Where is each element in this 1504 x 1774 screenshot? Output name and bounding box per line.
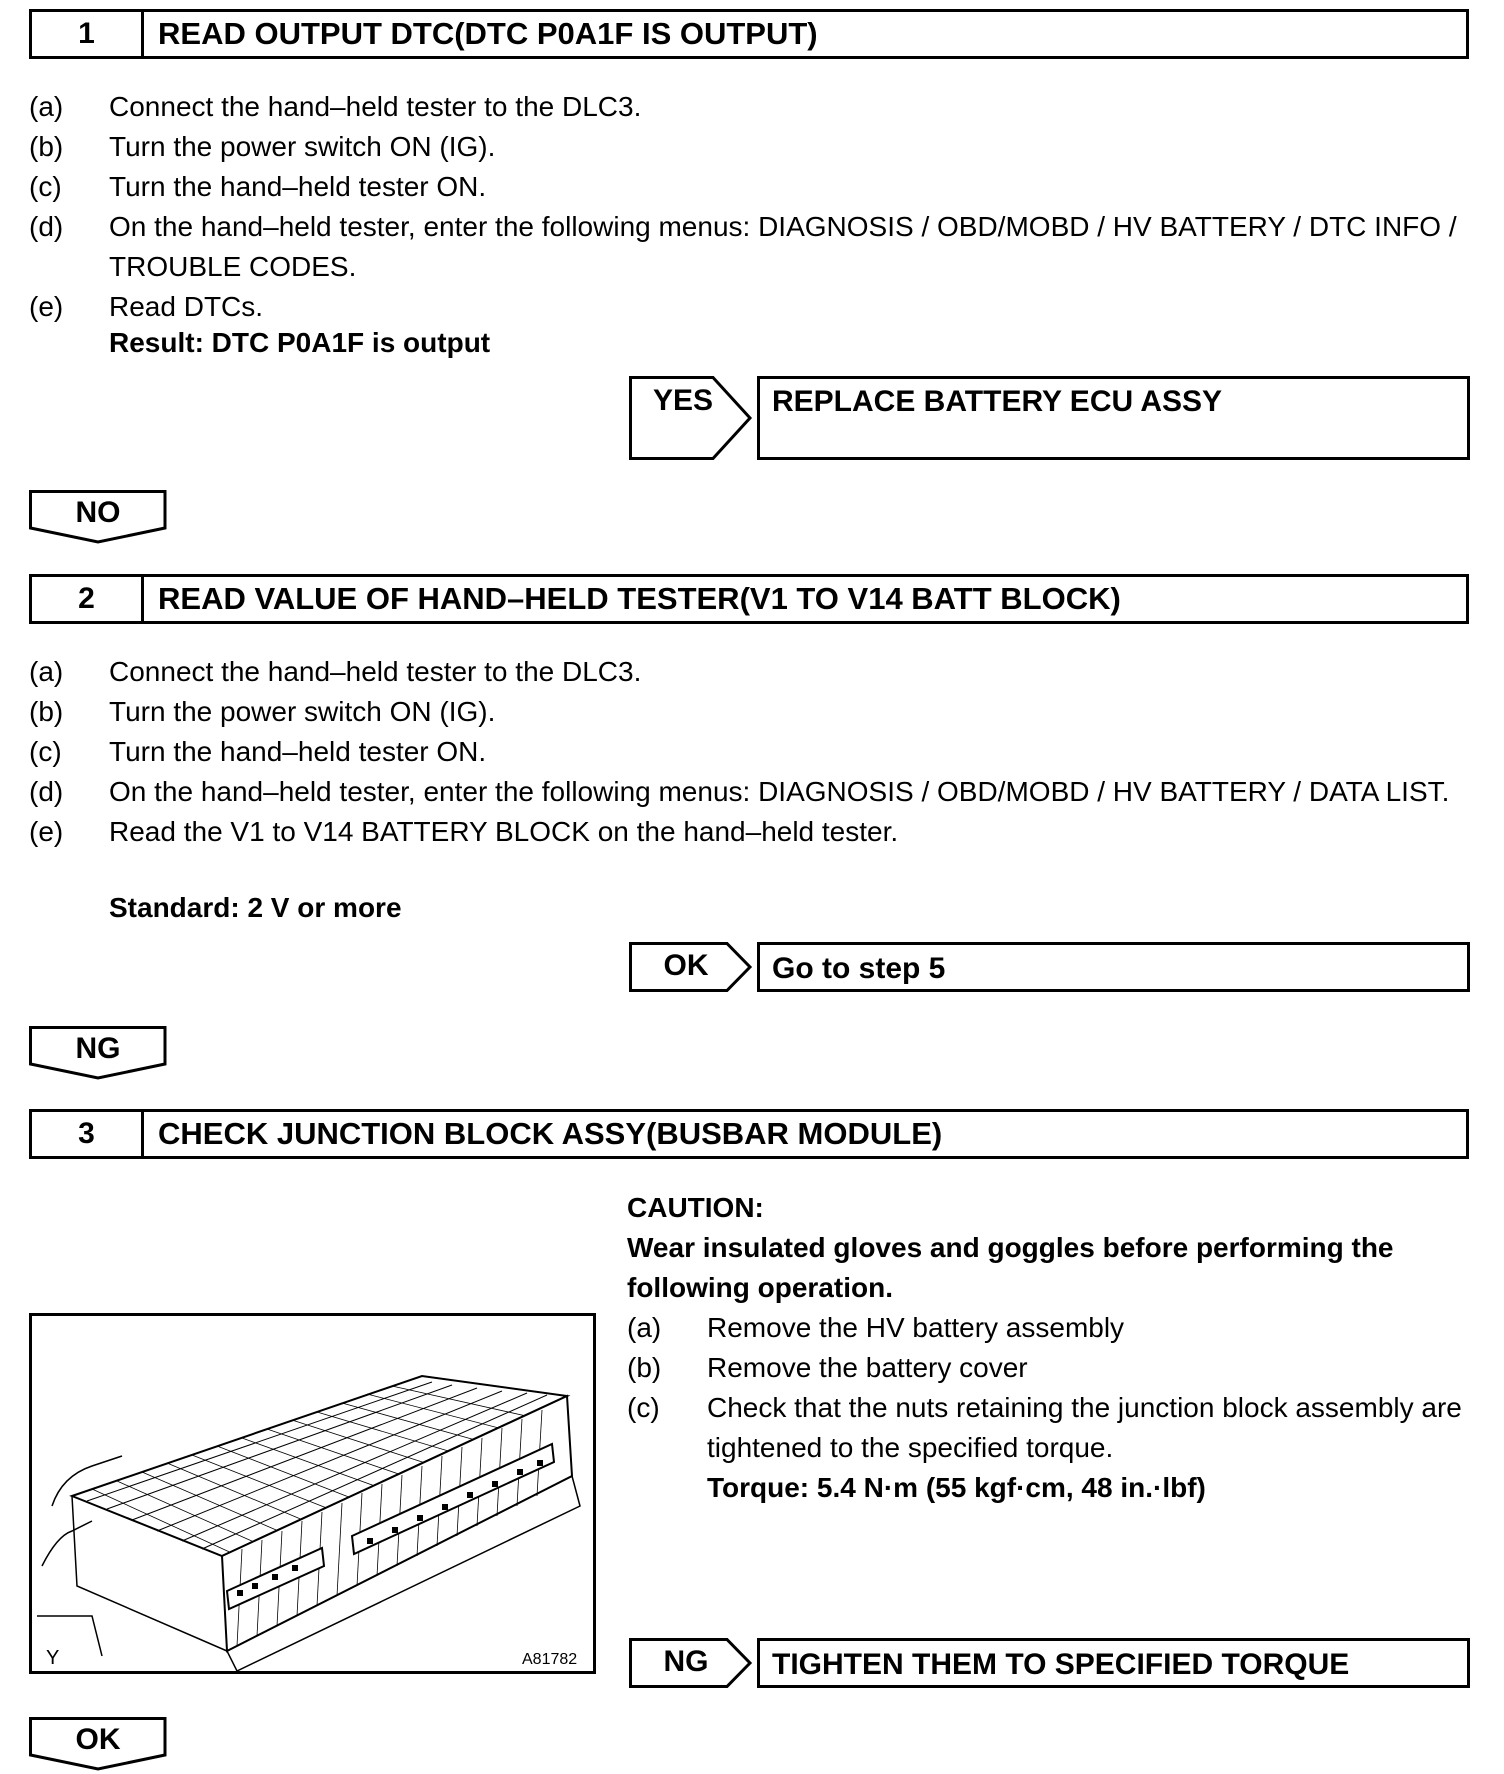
step-1-branch-action: REPLACE BATTERY ECU ASSY <box>757 376 1470 460</box>
caution-text: Wear insulated gloves and goggles before performing the following operation. <box>627 1232 1394 1303</box>
ng-branch-label: NG <box>663 1645 709 1678</box>
caution-heading: CAUTION: <box>627 1192 764 1223</box>
step-3-title: CHECK JUNCTION BLOCK ASSY(BUSBAR MODULE) <box>158 1116 943 1151</box>
step-3-branch-action: TIGHTEN THEM TO SPECIFIED TORQUE <box>757 1638 1470 1688</box>
step-1-number: 1 <box>32 12 144 56</box>
step-2-instructions <box>29 652 1479 852</box>
step-3-result: Torque: 5.4 N·m (55 kgf·cm, 48 in.·lbf) <box>707 1472 1206 1503</box>
list-item: (b) Turn the power switch ON (IG). <box>29 696 496 727</box>
step-2-result: Standard: 2 V or more <box>109 892 402 923</box>
list-item: (a) Remove the HV battery assembly <box>627 1312 1125 1343</box>
battery-figure <box>29 1313 596 1674</box>
step-3-caution <box>627 1188 1477 1508</box>
step-2-header <box>29 574 1469 624</box>
step-2-title: READ VALUE OF HAND–HELD TESTER(V1 TO V14 BATT BLOCK) <box>158 581 1121 616</box>
battery-pack-illustration-icon <box>32 1316 593 1671</box>
step-1-result: Result: DTC P0A1F is output <box>109 327 491 358</box>
list-item: (b) Remove the battery cover <box>627 1352 1028 1383</box>
ok-continue-label: OK <box>75 1723 121 1756</box>
step-3-number: 3 <box>32 1112 144 1156</box>
figure-corner-mark: Y <box>46 1647 60 1669</box>
yes-label: YES <box>652 384 714 417</box>
list-item: (e) Read the V1 to V14 BATTERY BLOCK on the hand–held tester. <box>29 816 899 847</box>
list-item: (c) Turn the hand–held tester ON. <box>29 171 487 202</box>
list-item: (c) Check that the nuts retaining the junction block assembly are tightened to the specified torque. <box>627 1392 1462 1463</box>
step-3-header <box>29 1109 1469 1159</box>
figure-code: A81782 <box>522 1651 578 1668</box>
list-item: (b) Turn the power switch ON (IG). <box>29 131 496 162</box>
list-item: (e) Read DTCs. <box>29 291 264 322</box>
list-item: (d) On the hand–held tester, enter the following menus: DIAGNOSIS / OBD/MOBD / HV BATTERY / DTC INFO / TROUBLE CODES. <box>29 211 1457 282</box>
list-item: (d) On the hand–held tester, enter the following menus: DIAGNOSIS / OBD/MOBD / HV BATTERY / DATA LIST. <box>29 776 1450 807</box>
no-label: NO <box>75 496 121 529</box>
step-1-header <box>29 9 1469 59</box>
list-item: (a) Connect the hand–held tester to the DLC3. <box>29 91 642 122</box>
step-1-title: READ OUTPUT DTC(DTC P0A1F IS OUTPUT) <box>158 16 818 51</box>
step-2-branch-action: Go to step 5 <box>757 942 1470 992</box>
list-item: (a) Connect the hand–held tester to the DLC3. <box>29 656 642 687</box>
ok-label: OK <box>663 949 709 982</box>
list-item <box>627 1468 1477 1508</box>
step-2-number: 2 <box>32 577 144 621</box>
step-1-instructions <box>29 87 1479 327</box>
ng-label: NG <box>75 1032 121 1065</box>
list-item: (c) Turn the hand–held tester ON. <box>29 736 487 767</box>
